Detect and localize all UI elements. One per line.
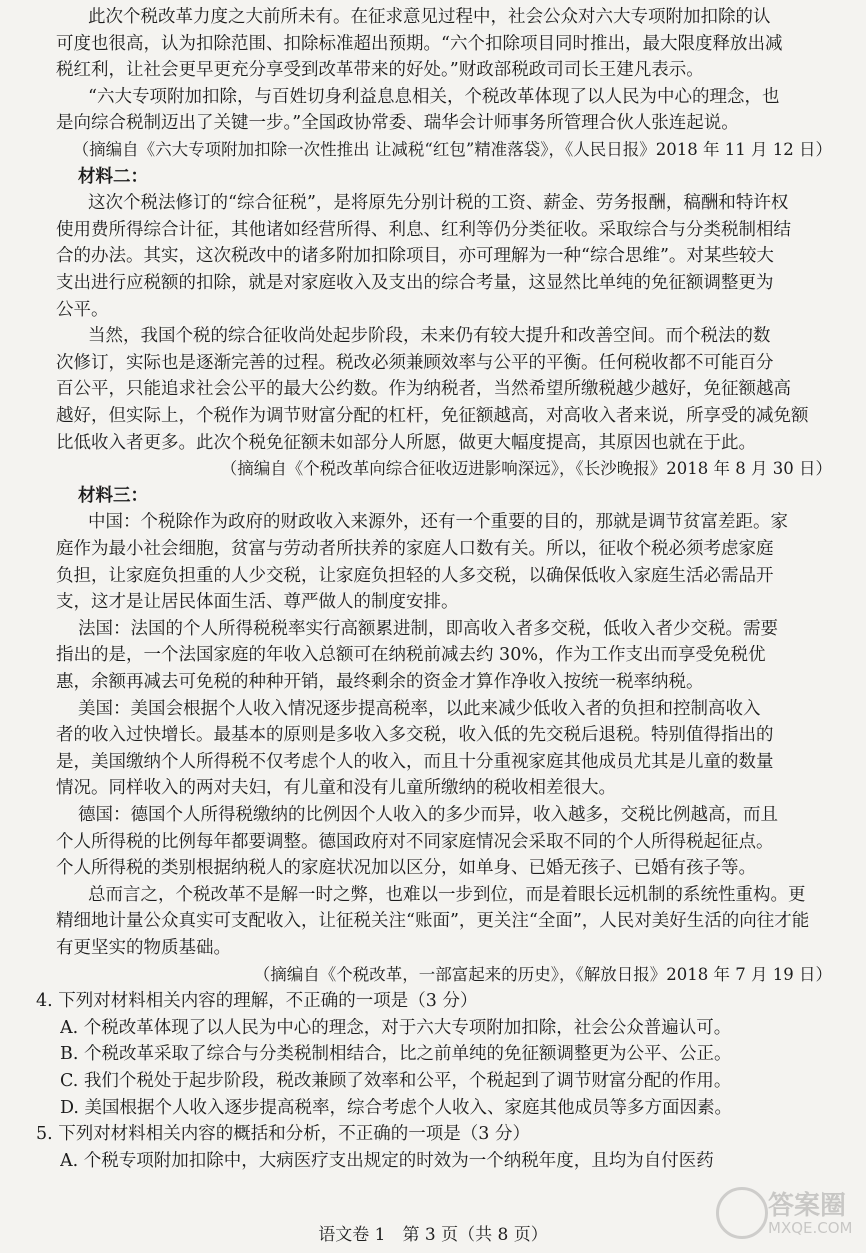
paragraph-line: 有更坚实的物质基础。 bbox=[56, 938, 231, 958]
paragraph-line: 精细地计量公众真实可支配收入，让征税关注“账面”，更关注“全面”，人民对美好生活的向往才能 bbox=[56, 911, 810, 932]
paragraph-line: 可度也很高，认为扣除范围、扣除标准超出预期。“六个扣除项目同时推出，最大限度释放出减 bbox=[56, 33, 783, 54]
paragraph-line: 德国：德国个人所得税缴纳的比例因个人收入的多少而异，收入越多，交税比例越高，而且 bbox=[78, 805, 778, 825]
question-5: 5. 下列对材料相关内容的概括和分析，不正确的一项是（3 分） bbox=[36, 1124, 530, 1145]
paragraph-line: 情况。同样收入的两对夫妇，有儿童和没有儿童所缴纳的税收相差很大。 bbox=[56, 778, 616, 799]
paragraph-line: 支出进行应税额的扣除，就是对家庭收入及支出的综合考量，这显然比单纯的免征额调整更为 bbox=[56, 273, 774, 293]
paragraph-line: 法国：法国的个人所得税税率实行高额累进制，即高收入者多交税，低收入者少交税。需要 bbox=[78, 618, 778, 639]
paragraph-line: 使用费所得综合计征，其他诸如经营所得、利息、红利等仍分类征收。采取综合与分类税制相结 bbox=[56, 219, 791, 240]
question-4-option-b: B. 个税改革采取了综合与分类税制相结合，比之前单纯的免征额调整更为公平、公正。 bbox=[60, 1044, 732, 1065]
source-citation: （摘编自《个税改革，一部富起来的历史》，《解放日报》2018 年 7 月 19 日） bbox=[253, 964, 832, 984]
paragraph-line: 次修订，实际也是逐渐完善的过程。税改必须兼顾效率与公平的平衡。任何税收都不可能百分 bbox=[56, 352, 774, 373]
paragraph-line: “六大专项附加扣除，与百姓切身利益息息相关，个税改革体现了以人民为中心的理念，也 bbox=[88, 86, 780, 107]
question-5-option-a: A. 个税专项附加扣除中，大病医疗支出规定的时效为一个纳税年度，且均为自付医药 bbox=[60, 1150, 714, 1171]
paragraph-line: 百公平，只能追求社会公平的最大公约数。作为纳税者，当然希望所缴税越少越好，免征额越高 bbox=[56, 379, 791, 400]
paragraph-line: 比低收入者更多。此次个税免征额未如部分人所愿，做更大幅度提高，其原因也就在于此。 bbox=[56, 432, 756, 453]
paragraph-line: 个人所得税的比例每年都要调整。德国政府对不同家庭情况会采取不同的个人所得税起征点。 bbox=[56, 831, 774, 852]
watermark-url: MXQE.COM bbox=[768, 1219, 853, 1237]
page-footer: 语文卷 1 第 3 页（共 8 页） bbox=[318, 1225, 548, 1245]
question-4-option-a: A. 个税改革体现了以人民为中心的理念，对于六大专项附加扣除，社会公众普遍认可。 bbox=[60, 1017, 732, 1038]
source-citation: （摘编自《六大专项附加扣除一次性推出 让减税“红包”精准落袋》，《人民日报》2018 年 11 月 12 日） bbox=[72, 140, 832, 159]
paragraph-line: 指出的是，一个法国家庭的年收入总额可在纳税前减去约 30%，作为工作支出而享受免税优 bbox=[56, 645, 766, 666]
paragraph-line: 中国：个税除作为政府的财政收入来源外，还有一个重要的目的，那就是调节贫富差距。家 bbox=[88, 512, 788, 533]
paragraph-line: 美国：美国会根据个人收入情况逐步提高税率，以此来减少低收入者的负担和控制高收入 bbox=[78, 698, 761, 719]
question-4: 4. 下列对材料相关内容的理解，不正确的一项是（3 分） bbox=[36, 991, 478, 1012]
paragraph-line: 税红利，让社会更早更充分享受到改革带来的好处。”财政部税政司司长王建凡表示。 bbox=[56, 60, 704, 81]
paragraph-line: 公平。 bbox=[56, 299, 109, 320]
paragraph-line: 庭作为最小社会细胞，贫富与劳动者所扶养的家庭人口数有关。所以，征收个税必须考虑家庭 bbox=[56, 539, 774, 559]
section-heading: 材料二： bbox=[78, 166, 148, 187]
section-heading: 材料三： bbox=[78, 485, 148, 506]
paragraph-line: 合的办法。其实，这次税改中的诸多附加扣除项目，亦可理解为一种“综合思维”。对某些较大 bbox=[56, 246, 774, 267]
paragraph-line: 者的收入过快增长。最基本的原则是多收入多交税，收入低的先交税后退税。特别值得指出的 bbox=[56, 725, 774, 746]
paragraph-line: 越好，但实际上，个税作为调节财富分配的杠杆，免征额越高，对高收入者来说，所享受的减免额 bbox=[56, 406, 809, 426]
question-4-option-d: D. 美国根据个人收入逐步提高税率，综合考虑个人收入、家庭其他成员等多方面因素。 bbox=[60, 1097, 733, 1118]
paragraph-line: 总而言之，个税改革不是解一时之弊，也难以一步到位，而是着眼长远机制的系统性重构。更 bbox=[88, 884, 806, 905]
paragraph-line: 个人所得税的类别根据纳税人的家庭状况加以区分，如单身、已婚无孩子、已婚有孩子等。 bbox=[56, 858, 756, 879]
paragraph-line: 当然，我国个税的综合征收尚处起步阶段，未来仍有较大提升和改善空间。而个税法的数 bbox=[88, 326, 771, 347]
paragraph-line: 负担，让家庭负担重的人少交税，让家庭负担轻的人多交税，以确保低收入家庭生活必需品开 bbox=[56, 565, 774, 586]
paragraph-line: 支，这才是让居民体面生活、尊严做人的制度安排。 bbox=[56, 592, 459, 613]
paragraph-line: 这次个税法修订的“综合征税”，是将原先分别计税的工资、薪金、劳务报酬，稿酬和特许权 bbox=[88, 193, 789, 214]
paragraph-line: 是，美国缴纳个人所得税不仅考虑个人的收入，而且十分重视家庭其他成员尤其是儿童的数量 bbox=[56, 751, 774, 772]
question-4-option-c: C. 我们个税处于起步阶段，税改兼顾了效率和公平，个税起到了调节财富分配的作用。 bbox=[60, 1071, 732, 1091]
watermark-logo-icon bbox=[716, 1187, 768, 1239]
watermark-text: 答案圈 bbox=[768, 1191, 847, 1221]
paragraph-line: 此次个税改革力度之大前所未有。在征求意见过程中，社会公众对六大专项附加扣除的认 bbox=[88, 7, 771, 27]
watermark bbox=[710, 1177, 860, 1247]
paragraph-line: 惠，余额再减去可免税的种种开销，最终剩余的资金才算作净收入按统一税率纳税。 bbox=[56, 672, 704, 692]
source-citation: （摘编自《个税改革向综合征收迈进影响深远》，《长沙晚报》2018 年 8 月 30 日） bbox=[220, 459, 832, 479]
paragraph-line: 是向综合税制迈出了关键一步。”全国政协常委、瑞华会计师事务所管理合伙人张连起说。 bbox=[56, 113, 739, 134]
